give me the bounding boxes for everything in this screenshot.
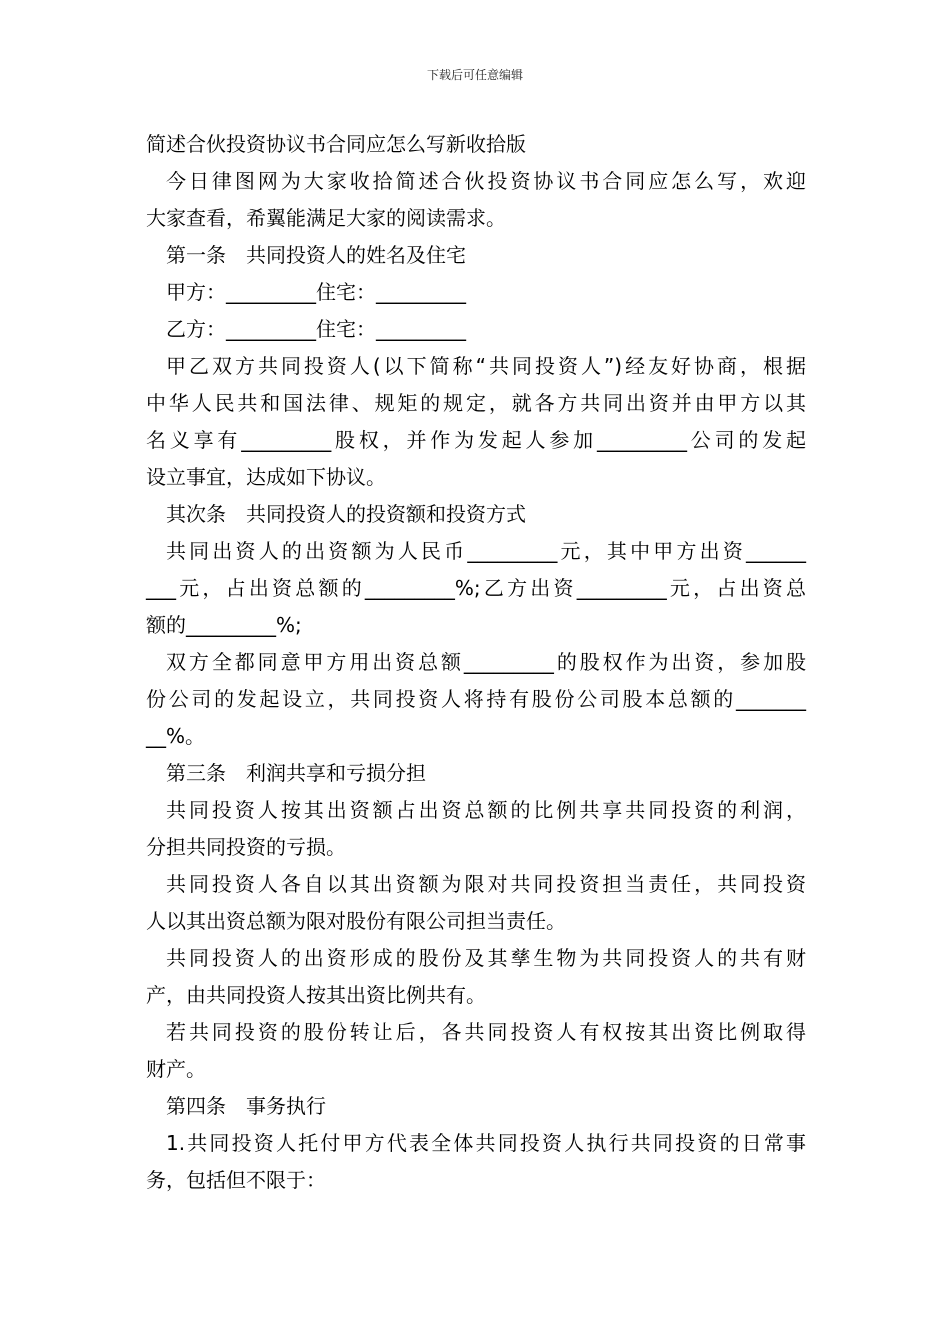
paragraph-line: 甲乙双方共同投资人(以下简称“共同投资人”)经友好协商，根据 (166, 354, 806, 378)
paragraph-line: 产，由共同投资人按其出资比例共有。 (146, 983, 486, 1007)
paragraph-line: 共同投资人按其出资额占出资总额的比例共享共同投资的利润， (166, 798, 806, 822)
paragraph-line: 1.共同投资人托付甲方代表全体共同投资人执行共同投资的日常事 (166, 1131, 806, 1155)
paragraph-line: 务，包括但不限于： (146, 1168, 326, 1192)
paragraph-line: 份公司的发起设立，共同投资人将持有股份公司股本总额的_______ (146, 687, 806, 711)
paragraph-line: 共同出资人的出资额为人民币_________元，其中甲方出资______ (166, 539, 806, 563)
paragraph-line: 名义享有_________股权，并作为发起人参加_________公司的发起 (146, 428, 806, 452)
paragraph-line: 中华人民共和国法律、规矩的规定，就各方共同出资并由甲方以其 (146, 391, 806, 415)
article-heading: 第三条 利润共享和亏损分担 (166, 761, 426, 785)
paragraph-line: 分担共同投资的亏损。 (146, 835, 346, 859)
paragraph-line: 双方全都同意甲方用出资总额_________的股权作为出资，参加股 (166, 650, 806, 674)
paragraph-line: 财产。 (146, 1057, 206, 1081)
paragraph-line: 共同投资人的出资形成的股份及其孳生物为共同投资人的共有财 (166, 946, 806, 970)
document-body (146, 126, 806, 1199)
paragraph-line: 今日律图网为大家收拾简述合伙投资协议书合同应怎么写，欢迎 (166, 169, 806, 193)
paragraph-line: 人以其出资总额为限对股份有限公司担当责任。 (146, 909, 566, 933)
paragraph-line: 大家查看，希翼能满足大家的阅读需求。 (146, 206, 506, 230)
paragraph-line: 设立事宜，达成如下协议。 (146, 465, 386, 489)
paragraph-line: 若共同投资的股份转让后，各共同投资人有权按其出资比例取得 (166, 1020, 806, 1044)
paragraph-line: 共同投资人各自以其出资额为限对共同投资担当责任，共同投资 (166, 872, 806, 896)
paragraph-line: ___元，占出资总额的_________%;乙方出资_________元，占出资总 (146, 576, 806, 600)
paragraph-line: 乙方：_________住宅：_________ (166, 317, 466, 341)
doc-title: 简述合伙投资协议书合同应怎么写新收拾版 (146, 132, 526, 156)
paragraph-line: 额的_________%; (146, 613, 302, 637)
page-header: 下载后可任意编辑 (426, 68, 523, 82)
paragraph-line: 甲方：_________住宅：_________ (166, 280, 466, 304)
article-heading: 其次条 共同投资人的投资额和投资方式 (166, 502, 526, 526)
article-heading: 第四条 事务执行 (166, 1094, 326, 1118)
article-heading: 第一条 共同投资人的姓名及住宅 (166, 243, 466, 267)
paragraph-line: __%。 (146, 724, 206, 748)
